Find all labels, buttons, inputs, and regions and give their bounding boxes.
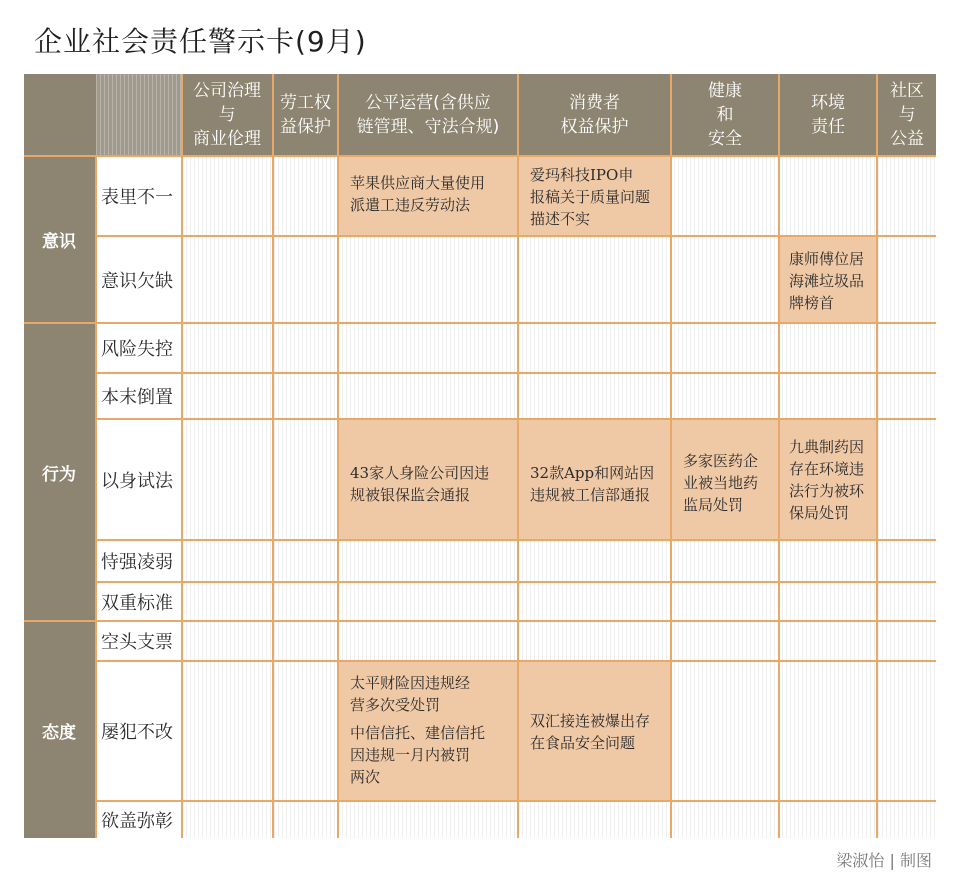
grid-line (96, 235, 936, 237)
category-awareness: 意识 (42, 231, 76, 252)
note-shuanghui: 双汇接连被爆出存 在食品安全问题 (530, 712, 651, 752)
column-header-label: 健康 和 安全 (708, 81, 742, 149)
column-header-community (878, 74, 936, 156)
column-header-label: 劳工权 益保护 (280, 93, 331, 137)
header-corner (96, 74, 182, 156)
column-header-governance (182, 74, 272, 156)
category-attitude: 态度 (42, 722, 76, 743)
row-label: 意识欠缺 (97, 237, 181, 322)
row-label: 欲盖弥彰 (97, 802, 181, 838)
column-header-label: 公平运营(含供应 链管理、守法合规) (356, 93, 500, 137)
row-label: 风险失控 (97, 324, 181, 372)
row-label: 恃强凌弱 (97, 541, 181, 581)
note-jiudian-pharma: 九典制药因 存在环境违 法行为被环 保局处罚 (789, 438, 865, 522)
row-label: 本末倒置 (97, 374, 181, 418)
note-app-32: 32款App和网站因 违规被工信部通报 (530, 464, 655, 504)
credit-line: 梁淑怡 | 制图 (836, 851, 932, 870)
grid-line (337, 74, 339, 838)
column-header-consumer (519, 74, 670, 156)
column-header-labor (274, 74, 337, 156)
grid-line (96, 418, 936, 420)
grid-line (181, 74, 183, 838)
column-header-label: 公司治理 与 商业伦理 (193, 81, 261, 149)
column-header-environment (780, 74, 876, 156)
grid-line (96, 539, 936, 541)
column-header-label: 消费者 权益保护 (560, 93, 629, 137)
note-apple-supplier: 苹果供应商大量使用 派遣工违反劳动法 (350, 174, 486, 214)
note-pharma-multiple: 多家医药企 业被当地药 监局处罚 (683, 452, 759, 514)
row-label: 表里不一 (97, 157, 181, 235)
grid-line (96, 372, 936, 374)
row-label: 空头支票 (97, 622, 181, 660)
warning-card-table (24, 74, 936, 838)
grid-line (96, 660, 936, 662)
column-header-label: 社区 与 公益 (890, 81, 924, 149)
note-taiping: 太平财险因违规经 营多次受处罚 (350, 674, 471, 714)
note-citic-ccb-trust: 中信信托、建信信托 因违规一月内被罚 两次 (350, 724, 486, 786)
row-label: 屡犯不改 (97, 662, 181, 800)
row-label: 双重标准 (97, 583, 181, 620)
grid-line (272, 74, 274, 838)
grid-line (96, 800, 936, 802)
grid-line (96, 581, 936, 583)
note-insurance-43: 43家人身险公司因违 规被银保监会通报 (350, 464, 490, 504)
category-behavior: 行为 (42, 464, 76, 485)
column-header-health-safety (672, 74, 778, 156)
note-master-kong: 康师傅位居 海滩垃圾品 牌榜首 (789, 250, 865, 312)
column-header-fair-operations (339, 74, 517, 156)
column-header-label: 环境 责任 (811, 93, 845, 137)
note-aima-ipo: 爱玛科技IPO申 报稿关于质量问题 描述不实 (530, 166, 651, 228)
row-label: 以身试法 (97, 420, 181, 539)
page-title: 企业社会责任警示卡(9月) (34, 25, 367, 58)
